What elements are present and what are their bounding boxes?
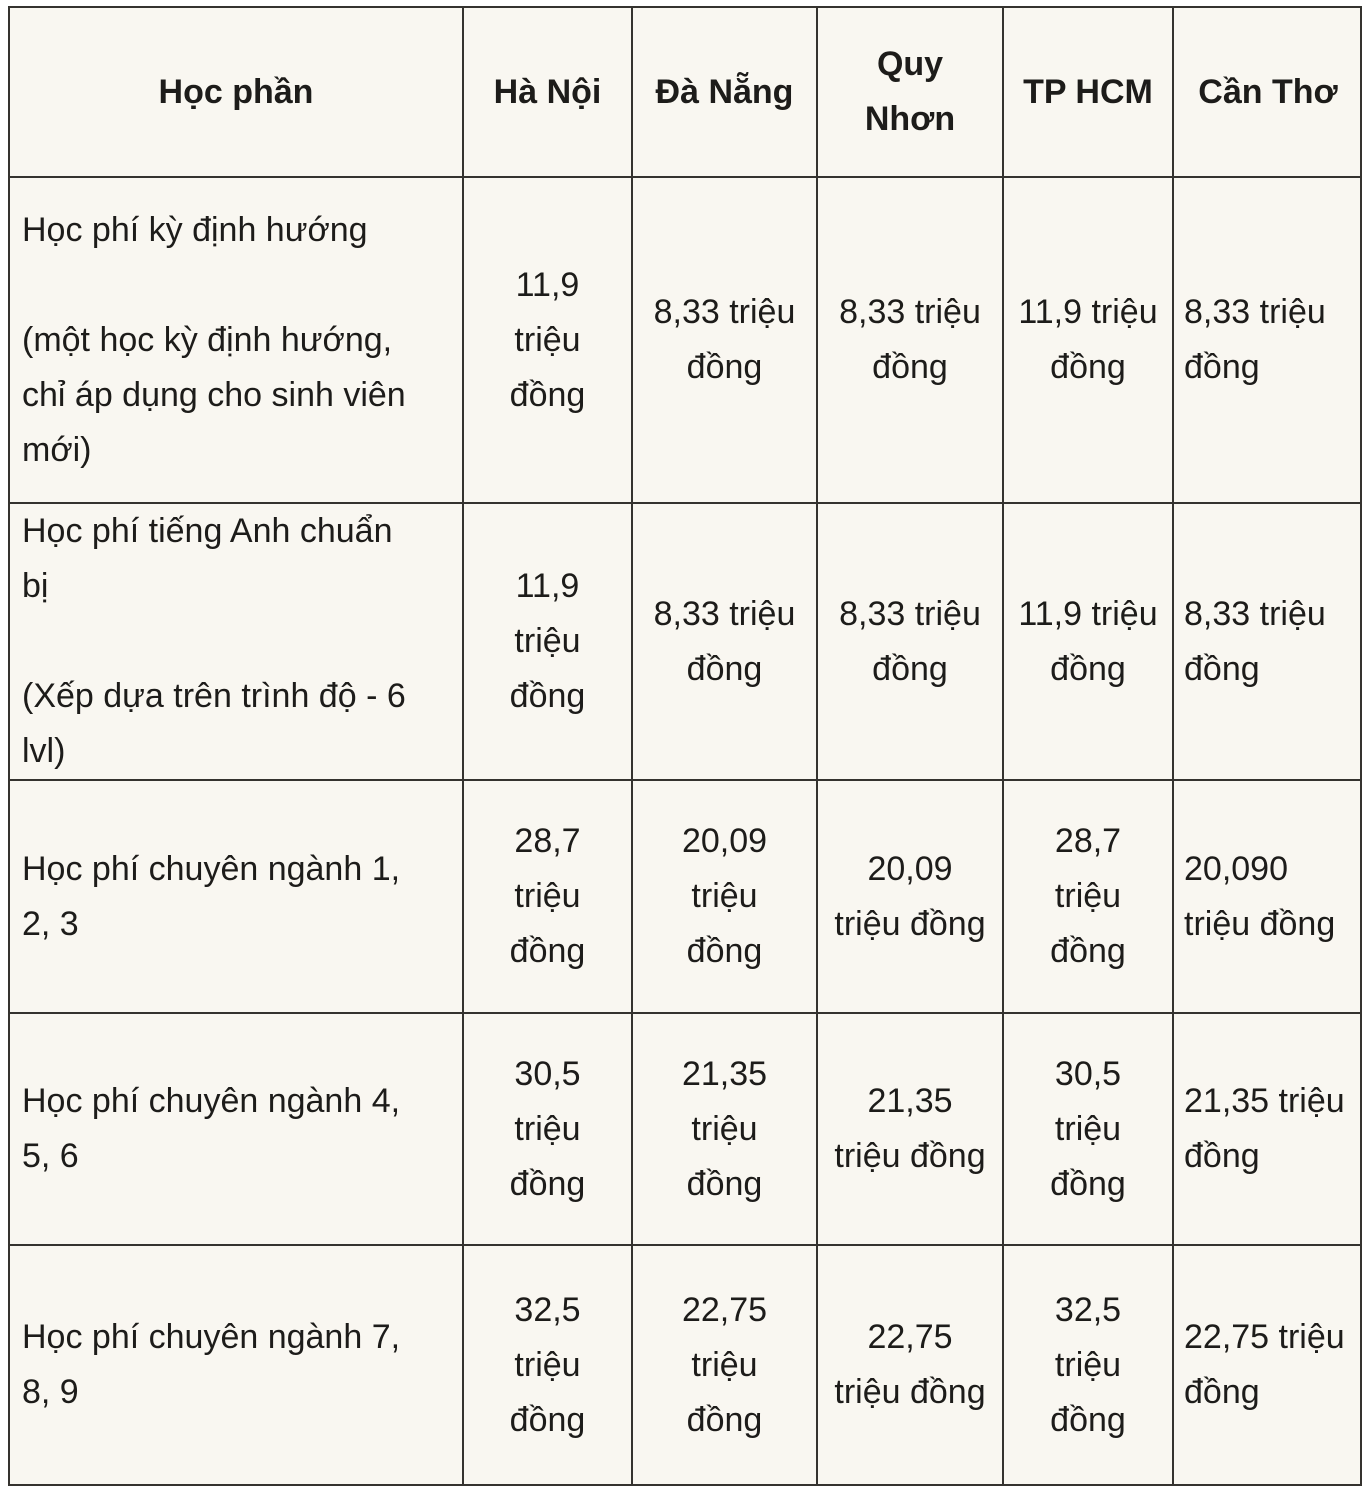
fee-cell-ha-noi: 28,7 triệu đồng bbox=[463, 780, 632, 1013]
row-note: (Xếp dựa trên trình độ - 6 lvl) bbox=[22, 677, 406, 770]
row-label: Học phí chuyên ngành 4, 5, 6 bbox=[22, 1082, 401, 1175]
row-label: Học phí chuyên ngành 1, 2, 3 bbox=[22, 849, 401, 943]
fee-cell-da-nang: 8,33 triệu đồng bbox=[632, 177, 817, 503]
fee-cell-ha-noi: 11,9 triệu đồng bbox=[463, 503, 632, 780]
fee-cell-tp-hcm: 32,5 triệu đồng bbox=[1003, 1245, 1173, 1485]
fee-cell-quy-nhon: 8,33 triệu đồng bbox=[817, 177, 1003, 503]
tuition-table-container bbox=[8, 6, 1362, 1486]
fee-cell-da-nang: 8,33 triệu đồng bbox=[632, 503, 817, 780]
header-row bbox=[9, 7, 1361, 177]
fee-cell-quy-nhon: 20,09 triệu đồng bbox=[817, 780, 1003, 1013]
fee-cell-da-nang: 20,09 triệu đồng bbox=[632, 780, 817, 1013]
table-row-english-prep-fee bbox=[9, 503, 1361, 780]
row-label-cell bbox=[9, 1245, 463, 1485]
table-row-major-123-fee bbox=[9, 780, 1361, 1013]
row-label-cell bbox=[9, 177, 463, 503]
col-header-can-tho: Cần Thơ bbox=[1173, 7, 1361, 177]
fee-cell-can-tho: 8,33 triệu đồng bbox=[1173, 503, 1361, 780]
tuition-fee-table bbox=[8, 6, 1362, 1486]
row-note: (một học kỳ định hướng, chỉ áp dụng cho sinh viên mới) bbox=[22, 320, 406, 469]
col-header-tp-hcm: TP HCM bbox=[1003, 7, 1173, 177]
fee-cell-ha-noi: 32,5 triệu đồng bbox=[463, 1245, 632, 1485]
table-row-orientation-fee bbox=[9, 177, 1361, 503]
col-header-hoc-phan: Học phần bbox=[9, 7, 463, 177]
col-header-ha-noi: Hà Nội bbox=[463, 7, 632, 177]
fee-cell-da-nang: 22,75 triệu đồng bbox=[632, 1245, 817, 1485]
fee-cell-tp-hcm: 11,9 triệu đồng bbox=[1003, 503, 1173, 780]
row-label: Học phí kỳ định hướng bbox=[22, 210, 368, 249]
fee-cell-ha-noi: 11,9 triệu đồng bbox=[463, 177, 632, 503]
row-label-cell bbox=[9, 780, 463, 1013]
fee-cell-tp-hcm: 11,9 triệu đồng bbox=[1003, 177, 1173, 503]
fee-cell-can-tho: 8,33 triệu đồng bbox=[1173, 177, 1361, 503]
fee-cell-can-tho: 20,090 triệu đồng bbox=[1173, 780, 1361, 1013]
table-row-major-456-fee bbox=[9, 1013, 1361, 1245]
fee-cell-quy-nhon: 8,33 triệu đồng bbox=[817, 503, 1003, 780]
fee-cell-quy-nhon: 21,35 triệu đồng bbox=[817, 1013, 1003, 1245]
row-label: Học phí tiếng Anh chuẩn bị bbox=[22, 512, 393, 605]
row-label-cell bbox=[9, 503, 463, 780]
fee-cell-ha-noi: 30,5 triệu đồng bbox=[463, 1013, 632, 1245]
fee-cell-da-nang: 21,35 triệu đồng bbox=[632, 1013, 817, 1245]
row-label: Học phí chuyên ngành 7, 8, 9 bbox=[22, 1318, 401, 1411]
table-row-major-789-fee bbox=[9, 1245, 1361, 1485]
row-label-cell bbox=[9, 1013, 463, 1245]
fee-cell-quy-nhon: 22,75 triệu đồng bbox=[817, 1245, 1003, 1485]
fee-cell-can-tho: 22,75 triệu đồng bbox=[1173, 1245, 1361, 1485]
col-header-da-nang: Đà Nẵng bbox=[632, 7, 817, 177]
fee-cell-tp-hcm: 30,5 triệu đồng bbox=[1003, 1013, 1173, 1245]
fee-cell-can-tho: 21,35 triệu đồng bbox=[1173, 1013, 1361, 1245]
col-header-quy-nhon: Quy Nhơn bbox=[817, 7, 1003, 177]
fee-cell-tp-hcm: 28,7 triệu đồng bbox=[1003, 780, 1173, 1013]
